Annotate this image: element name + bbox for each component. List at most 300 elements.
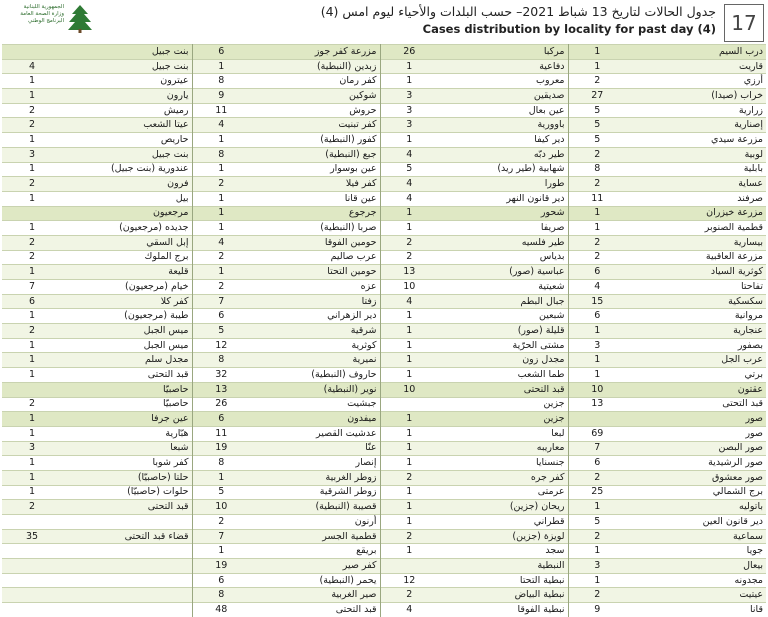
locality-cell: لوبية [626, 147, 766, 162]
case-count-cell: 2 [568, 470, 626, 485]
case-count-cell: 7 [568, 441, 626, 456]
locality-cell: مزرعة كفر جوز [250, 45, 380, 60]
locality-cell: طير فلسيه [438, 235, 568, 250]
case-count-cell: 1 [380, 133, 438, 148]
case-count-cell: 11 [192, 426, 250, 441]
locality-cell: كفر شوبا [62, 456, 192, 471]
table-row [2, 588, 766, 603]
case-count-cell: 8 [192, 353, 250, 368]
locality-cell [62, 588, 192, 603]
locality-cell: بيل [62, 191, 192, 206]
locality-cell: كوثرية السياد [626, 265, 766, 280]
locality-cell: صير الغربية [250, 588, 380, 603]
case-count-cell: 3 [380, 103, 438, 118]
case-count-cell: 2 [192, 515, 250, 530]
case-count-cell [2, 559, 62, 574]
locality-cell: تفاحتا [626, 280, 766, 295]
locality-cell: زرارية [626, 103, 766, 118]
case-count-cell: 1 [568, 500, 626, 515]
locality-cell: لبعا [438, 426, 568, 441]
case-count-cell: 1 [380, 309, 438, 324]
locality-cell: دفاعية [438, 59, 568, 74]
table-row [2, 412, 766, 427]
locality-cell [62, 559, 192, 574]
ministry-name-line-3: البرنامج الوطني [27, 18, 64, 24]
case-count-cell: 4 [380, 294, 438, 309]
case-count-cell: 2 [2, 397, 62, 412]
locality-cell: قطمية الجسر [250, 529, 380, 544]
case-count-cell: 6 [568, 309, 626, 324]
case-count-cell: 5 [568, 118, 626, 133]
locality-cell: قصيبة (النبطية) [250, 500, 380, 515]
case-count-cell: 2 [192, 177, 250, 192]
locality-cell: مزرعة خيزران [626, 206, 766, 221]
case-count-cell: 1 [192, 59, 250, 74]
case-count-cell: 1 [380, 544, 438, 559]
table-row [2, 309, 766, 324]
table-row [2, 500, 766, 515]
case-count-cell: 8 [192, 456, 250, 471]
table-row [2, 397, 766, 412]
locality-cell: أرنون [250, 515, 380, 530]
locality-cell: حلوات (حاصبيّا) [62, 485, 192, 500]
locality-cell: شرقية [250, 324, 380, 339]
locality-cell: جنسنايا [438, 456, 568, 471]
case-count-cell: 3 [568, 338, 626, 353]
case-count-cell: 35 [2, 529, 62, 544]
case-count-cell: 2 [2, 177, 62, 192]
case-count-cell: 3 [2, 147, 62, 162]
locality-cell: يحمر (النبطية) [250, 573, 380, 588]
locality-cell: حاصبيّا [62, 397, 192, 412]
case-count-cell: 1 [2, 456, 62, 471]
locality-cell: نبطية التحتا [438, 573, 568, 588]
case-count-cell: 8 [192, 147, 250, 162]
case-count-cell: 1 [380, 485, 438, 500]
locality-cell: عين جرفا [62, 412, 192, 427]
case-count-cell: 1 [2, 338, 62, 353]
table-row [2, 559, 766, 574]
case-count-cell: 10 [192, 500, 250, 515]
case-count-cell: 7 [192, 294, 250, 309]
locality-cell: برج الشمالي [626, 485, 766, 500]
case-count-cell: 1 [380, 412, 438, 427]
locality-cell: طير دبّه [438, 147, 568, 162]
locality-cell: حاروف (النبطية) [250, 368, 380, 383]
title-english: Cases distribution by locality for past day (4) [422, 22, 716, 36]
locality-cell: قليلة (صور) [438, 324, 568, 339]
locality-cell [62, 544, 192, 559]
locality-cell [62, 515, 192, 530]
table-row [2, 265, 766, 280]
locality-cell: حلتا (حاصبيّا) [62, 470, 192, 485]
locality-cell: فرون [62, 177, 192, 192]
locality-cell: شعيتية [438, 280, 568, 295]
locality-cell: بابلية [626, 162, 766, 177]
case-count-cell [2, 515, 62, 530]
case-count-cell: 1 [380, 515, 438, 530]
case-count-cell: 19 [192, 441, 250, 456]
case-count-cell: 2 [380, 529, 438, 544]
case-count-cell: 1 [568, 353, 626, 368]
locality-cell: صور [626, 412, 766, 427]
case-count-cell: 2 [192, 250, 250, 265]
case-count-cell: 27 [568, 89, 626, 104]
case-count-cell: 2 [568, 588, 626, 603]
case-count-cell: 1 [568, 573, 626, 588]
locality-cell: دير الزهراني [250, 309, 380, 324]
case-count-cell: 5 [568, 515, 626, 530]
case-count-cell: 5 [568, 133, 626, 148]
ministry-logo [4, 2, 96, 40]
title-arabic: جدول الحالات لتاريخ 13 شباط 2021– حسب البلدات والأحياء ليوم امس (4) [320, 4, 716, 19]
table-row [2, 485, 766, 500]
ministry-name-line-1: الجمهورية اللبنانية [23, 4, 64, 10]
case-count-cell: 1 [2, 133, 62, 148]
table-row [2, 221, 766, 236]
case-count-cell: 10 [380, 382, 438, 397]
case-count-cell [2, 206, 62, 221]
case-count-cell: 2 [568, 177, 626, 192]
case-count-cell: 5 [380, 162, 438, 177]
locality-cell: هبّارية [62, 426, 192, 441]
case-count-cell: 6 [192, 412, 250, 427]
locality-cell: مزرعة العاقبية [626, 250, 766, 265]
table-row [2, 191, 766, 206]
case-count-cell: 4 [380, 191, 438, 206]
table-row [2, 324, 766, 339]
locality-cell: بدياس [438, 250, 568, 265]
locality-cell: صور معشوق [626, 470, 766, 485]
locality-cell: النبطية [438, 559, 568, 574]
case-count-cell: 3 [2, 441, 62, 456]
table-row [2, 426, 766, 441]
locality-cell: عيترون [62, 74, 192, 89]
case-count-cell: 2 [568, 250, 626, 265]
page-header [0, 0, 768, 44]
locality-cell: دير قانون النهر [438, 191, 568, 206]
table-row [2, 89, 766, 104]
locality-cell: خيام (مرجعيون) [62, 280, 192, 295]
case-count-cell: 1 [2, 221, 62, 236]
locality-cell: دير كيفا [438, 133, 568, 148]
table-row [2, 280, 766, 295]
table-row [2, 294, 766, 309]
case-count-cell: 48 [192, 603, 250, 617]
locality-cell: شبعين [438, 309, 568, 324]
locality-cell: كفر كلا [62, 294, 192, 309]
locality-cell: إبل السقي [62, 235, 192, 250]
case-count-cell: 2 [380, 235, 438, 250]
ministry-name-line-2: وزارة الصحة العامة [20, 11, 64, 17]
case-count-cell: 1 [2, 309, 62, 324]
locality-cell: ميس الجبل [62, 324, 192, 339]
case-count-cell [2, 544, 62, 559]
locality-cell: جبال البطم [438, 294, 568, 309]
locality-cell: عساية [626, 177, 766, 192]
case-count-cell: 1 [192, 206, 250, 221]
locality-cell: قانا [626, 603, 766, 617]
table-row [2, 162, 766, 177]
locality-cell: كفر تبنيت [250, 118, 380, 133]
locality-cell: زوطر الشرقية [250, 485, 380, 500]
locality-cell: عدشيت القصير [250, 426, 380, 441]
case-count-cell [2, 382, 62, 397]
case-count-cell: 4 [192, 118, 250, 133]
locality-cell: صديقين [438, 89, 568, 104]
case-count-cell: 1 [568, 221, 626, 236]
cases-table [2, 44, 766, 617]
case-count-cell: 5 [192, 324, 250, 339]
locality-cell: قبد التحتى [438, 382, 568, 397]
table-row [2, 353, 766, 368]
table-row [2, 103, 766, 118]
locality-cell: عيتيت [626, 588, 766, 603]
case-count-cell: 2 [380, 250, 438, 265]
case-count-cell: 1 [192, 191, 250, 206]
locality-cell: عيتا الشعب [62, 118, 192, 133]
locality-cell: رميش [62, 103, 192, 118]
case-count-cell: 1 [568, 544, 626, 559]
locality-cell: جويا [626, 544, 766, 559]
table-row [2, 74, 766, 89]
case-count-cell: 9 [568, 603, 626, 617]
locality-cell: إنصار [250, 456, 380, 471]
case-count-cell: 4 [380, 603, 438, 617]
locality-cell: بنت جبيل [62, 45, 192, 60]
locality-cell: سجد [438, 544, 568, 559]
case-count-cell: 1 [568, 45, 626, 60]
locality-cell: جزين [438, 412, 568, 427]
case-count-cell: 1 [380, 456, 438, 471]
locality-cell: لويزة (جزين) [438, 529, 568, 544]
locality-cell: عقتون [626, 382, 766, 397]
locality-cell: قطراني [438, 515, 568, 530]
case-count-cell: 11 [192, 103, 250, 118]
locality-cell: زفتا [250, 294, 380, 309]
locality-cell: سكسكية [626, 294, 766, 309]
case-count-cell [2, 573, 62, 588]
case-count-cell: 1 [192, 265, 250, 280]
locality-cell: طما الشعب [438, 368, 568, 383]
locality-cell: صور الرشيدية [626, 456, 766, 471]
case-count-cell: 1 [568, 324, 626, 339]
table-row [2, 45, 766, 60]
table-row [2, 456, 766, 471]
case-count-cell: 6 [568, 456, 626, 471]
case-count-cell [568, 412, 626, 427]
locality-cell: برج الملوك [62, 250, 192, 265]
case-count-cell: 1 [2, 353, 62, 368]
case-count-cell: 3 [380, 89, 438, 104]
case-count-cell: 1 [192, 544, 250, 559]
locality-cell: صريفا [438, 221, 568, 236]
case-count-cell: 13 [192, 382, 250, 397]
locality-cell: يارون [62, 89, 192, 104]
case-count-cell: 2 [2, 324, 62, 339]
locality-cell: مشتى الحرّية [438, 338, 568, 353]
locality-cell: نبطية البياض [438, 588, 568, 603]
case-count-cell: 1 [192, 133, 250, 148]
case-count-cell: 2 [568, 147, 626, 162]
locality-cell: بنت جبيل [62, 147, 192, 162]
case-count-cell: 5 [192, 485, 250, 500]
case-count-cell: 13 [380, 265, 438, 280]
case-count-cell [380, 559, 438, 574]
case-count-cell: 1 [380, 368, 438, 383]
table-row [2, 441, 766, 456]
case-count-cell: 2 [2, 103, 62, 118]
locality-cell: قاريت [626, 59, 766, 74]
case-count-cell: 32 [192, 368, 250, 383]
locality-cell: جرجوع [250, 206, 380, 221]
locality-cell: جزين [438, 397, 568, 412]
locality-cell: صربا (النبطية) [250, 221, 380, 236]
locality-cell: طيبة (مرجعيون) [62, 309, 192, 324]
locality-cell: شبعا [62, 441, 192, 456]
case-count-cell: 19 [192, 559, 250, 574]
case-count-cell: 9 [192, 89, 250, 104]
case-count-cell: 1 [568, 206, 626, 221]
locality-cell: حروش [250, 103, 380, 118]
case-count-cell: 6 [192, 573, 250, 588]
case-count-cell: 1 [192, 162, 250, 177]
locality-cell: شهابية (طير ريد) [438, 162, 568, 177]
locality-cell: معاريبه [438, 441, 568, 456]
locality-cell: حومين الفوقا [250, 235, 380, 250]
cedar-emblem-icon [66, 4, 94, 34]
locality-cell: قبد التحتى [62, 368, 192, 383]
locality-cell: ميفدون [250, 412, 380, 427]
case-count-cell: 1 [192, 470, 250, 485]
case-count-cell [2, 45, 62, 60]
case-count-cell: 11 [568, 191, 626, 206]
locality-cell: جبشيت [250, 397, 380, 412]
locality-cell: بيعال [626, 559, 766, 574]
case-count-cell: 69 [568, 426, 626, 441]
table-row [2, 338, 766, 353]
locality-cell: عين بعال [438, 103, 568, 118]
ministry-name [4, 4, 64, 25]
case-count-cell: 1 [2, 89, 62, 104]
locality-cell: بيسارية [626, 235, 766, 250]
locality-cell: عرب الجل [626, 353, 766, 368]
case-count-cell: 1 [2, 426, 62, 441]
locality-cell: دير قانون العين [626, 515, 766, 530]
locality-cell: مركبا [438, 45, 568, 60]
case-count-cell: 10 [568, 382, 626, 397]
locality-cell: صور البصن [626, 441, 766, 456]
case-count-cell: 4 [380, 147, 438, 162]
locality-cell: قليعة [62, 265, 192, 280]
locality-cell: برتي [626, 368, 766, 383]
case-count-cell: 12 [192, 338, 250, 353]
case-count-cell: 1 [2, 162, 62, 177]
case-count-cell: 26 [192, 397, 250, 412]
table-row [2, 382, 766, 397]
case-count-cell: 3 [380, 118, 438, 133]
case-count-cell: 1 [2, 74, 62, 89]
case-count-cell: 2 [568, 74, 626, 89]
locality-cell: نبطية الفوقا [438, 603, 568, 617]
table-row [2, 544, 766, 559]
locality-cell: نوير (النبطية) [250, 382, 380, 397]
locality-cell: عين بوسوار [250, 162, 380, 177]
locality-cell [62, 603, 192, 617]
locality-cell: صرفند [626, 191, 766, 206]
locality-cell: عرمتى [438, 485, 568, 500]
table-row [2, 573, 766, 588]
case-count-cell: 6 [2, 294, 62, 309]
case-count-cell: 1 [2, 412, 62, 427]
case-count-cell: 2 [2, 235, 62, 250]
locality-cell: مجدونه [626, 573, 766, 588]
table-row [2, 177, 766, 192]
locality-cell: قبد التحتى [250, 603, 380, 617]
locality-cell: شحور [438, 206, 568, 221]
locality-cell: كفر فيلا [250, 177, 380, 192]
case-count-cell: 1 [380, 353, 438, 368]
locality-cell: صور [626, 426, 766, 441]
locality-cell: حاصبيّا [62, 382, 192, 397]
case-count-cell: 5 [568, 103, 626, 118]
case-count-cell: 10 [380, 280, 438, 295]
case-count-cell: 1 [2, 470, 62, 485]
case-count-cell: 3 [568, 559, 626, 574]
case-count-cell: 1 [2, 485, 62, 500]
case-count-cell: 1 [380, 74, 438, 89]
case-count-cell: 15 [568, 294, 626, 309]
locality-cell: معروب [438, 74, 568, 89]
locality-cell [62, 573, 192, 588]
case-count-cell: 1 [568, 59, 626, 74]
case-count-cell: 1 [568, 368, 626, 383]
locality-cell: مجدل زون [438, 353, 568, 368]
table-row [2, 118, 766, 133]
locality-cell: إصنارية [626, 118, 766, 133]
table-row [2, 470, 766, 485]
case-count-cell: 1 [380, 338, 438, 353]
locality-cell: عباسية (صور) [438, 265, 568, 280]
table-row [2, 368, 766, 383]
locality-cell: أرزي [626, 74, 766, 89]
locality-cell: مجدل سلم [62, 353, 192, 368]
locality-cell: بريقع [250, 544, 380, 559]
locality-cell: بصفور [626, 338, 766, 353]
case-count-cell: 12 [380, 573, 438, 588]
case-count-cell: 1 [2, 191, 62, 206]
case-count-cell: 1 [380, 500, 438, 515]
locality-cell: جبع (النبطية) [250, 147, 380, 162]
table-row [2, 515, 766, 530]
locality-cell: كفور (النبطية) [250, 133, 380, 148]
case-count-cell: 1 [380, 221, 438, 236]
locality-cell: شوكين [250, 89, 380, 104]
locality-cell: حاريص [62, 133, 192, 148]
case-count-cell: 1 [380, 324, 438, 339]
case-count-cell: 8 [568, 162, 626, 177]
locality-cell: بنت جبيل [62, 59, 192, 74]
locality-cell: باتوليه [626, 500, 766, 515]
case-count-cell: 2 [568, 529, 626, 544]
locality-cell: مروانية [626, 309, 766, 324]
case-count-cell [2, 588, 62, 603]
table-row [2, 206, 766, 221]
case-count-cell: 8 [192, 74, 250, 89]
table-row [2, 133, 766, 148]
locality-cell: كفر جره [438, 470, 568, 485]
locality-cell: سماعية [626, 529, 766, 544]
